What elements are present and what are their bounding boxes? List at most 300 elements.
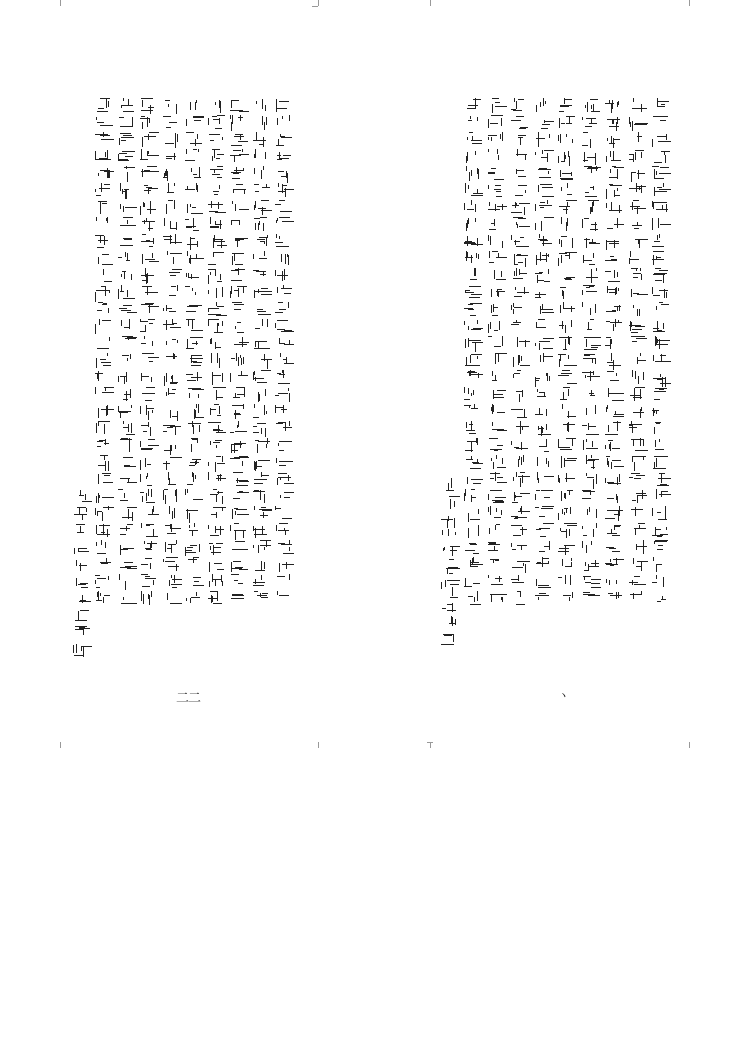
glyph (230, 166, 246, 181)
text-column (92, 96, 114, 666)
glyph (275, 404, 291, 419)
glyph (140, 387, 156, 402)
glyph (208, 404, 224, 419)
text-column (227, 96, 249, 666)
glyph (118, 421, 134, 436)
glyph (118, 183, 134, 198)
glyph (582, 132, 598, 147)
glyph (275, 200, 291, 215)
glyph (140, 268, 156, 283)
crop-mark (60, 742, 61, 748)
glyph (208, 200, 224, 215)
glyph (95, 489, 111, 504)
glyph (441, 546, 457, 561)
glyph (118, 472, 134, 487)
right-text-block (431, 96, 671, 666)
glyph (629, 217, 645, 232)
glyph (629, 98, 645, 113)
glyph (629, 455, 645, 470)
glyph (73, 626, 89, 641)
glyph (118, 506, 134, 521)
glyph (629, 557, 645, 572)
glyph (185, 523, 201, 538)
glyph (275, 591, 291, 606)
glyph (511, 217, 527, 232)
glyph (629, 234, 645, 249)
glyph (163, 489, 179, 504)
glyph (118, 217, 134, 232)
glyph (488, 353, 504, 368)
glyph (185, 591, 201, 606)
glyph (605, 200, 621, 215)
glyph (208, 574, 224, 589)
glyph (511, 353, 527, 368)
glyph (140, 421, 156, 436)
glyph (652, 591, 668, 606)
glyph (208, 455, 224, 470)
glyph (488, 166, 504, 181)
glyph (511, 285, 527, 300)
glyph (185, 217, 201, 232)
glyph (535, 200, 551, 215)
glyph (464, 234, 480, 249)
right-page (375, 0, 750, 750)
glyph (558, 387, 574, 402)
glyph (95, 200, 111, 215)
glyph (275, 489, 291, 504)
glyph (253, 149, 269, 164)
glyph (605, 591, 621, 606)
glyph (535, 234, 551, 249)
glyph (253, 455, 269, 470)
glyph (511, 574, 527, 589)
glyph (95, 319, 111, 334)
glyph (95, 353, 111, 368)
glyph (185, 506, 201, 521)
glyph (140, 200, 156, 215)
glyph (275, 285, 291, 300)
glyph (652, 336, 668, 351)
glyph (605, 506, 621, 521)
text-column (70, 488, 92, 1058)
glyph (441, 597, 457, 612)
glyph (230, 268, 246, 283)
glyph (558, 166, 574, 181)
text-column (602, 96, 624, 666)
glyph (163, 183, 179, 198)
glyph (464, 353, 480, 368)
glyph (163, 574, 179, 589)
glyph (441, 495, 457, 510)
right-page-number: ヽ (558, 689, 568, 702)
glyph (535, 268, 551, 283)
glyph (95, 302, 111, 317)
glyph (652, 217, 668, 232)
left-text-block (72, 96, 294, 666)
glyph (582, 472, 598, 487)
glyph (535, 183, 551, 198)
glyph (511, 523, 527, 538)
glyph (582, 200, 598, 215)
glyph (652, 183, 668, 198)
glyph (230, 370, 246, 385)
glyph (511, 98, 527, 113)
glyph (511, 115, 527, 130)
glyph (95, 166, 111, 181)
glyph (253, 353, 269, 368)
glyph (629, 574, 645, 589)
crop-mark (60, 0, 61, 6)
glyph (230, 115, 246, 130)
glyph (441, 512, 457, 527)
glyph (253, 166, 269, 181)
glyph (629, 540, 645, 555)
glyph (511, 438, 527, 453)
glyph (535, 574, 551, 589)
glyph (253, 506, 269, 521)
glyph (95, 557, 111, 572)
glyph (488, 421, 504, 436)
glyph (275, 268, 291, 283)
glyph (185, 200, 201, 215)
glyph (652, 302, 668, 317)
glyph (558, 574, 574, 589)
glyph (488, 404, 504, 419)
glyph (230, 540, 246, 555)
glyph (185, 574, 201, 589)
glyph (511, 421, 527, 436)
glyph (582, 540, 598, 555)
glyph (253, 268, 269, 283)
glyph (535, 302, 551, 317)
glyph (535, 115, 551, 130)
glyph (140, 404, 156, 419)
glyph (140, 489, 156, 504)
glyph (118, 557, 134, 572)
glyph (208, 302, 224, 317)
glyph (253, 438, 269, 453)
glyph (230, 336, 246, 351)
glyph (652, 268, 668, 283)
glyph (511, 200, 527, 215)
glyph (140, 336, 156, 351)
glyph (582, 149, 598, 164)
glyph (73, 490, 89, 505)
glyph (140, 540, 156, 555)
glyph (464, 438, 480, 453)
glyph (275, 455, 291, 470)
text-column (626, 96, 648, 666)
glyph (163, 285, 179, 300)
glyph (140, 557, 156, 572)
glyph (582, 404, 598, 419)
glyph (230, 387, 246, 402)
glyph (652, 574, 668, 589)
glyph (629, 489, 645, 504)
text-column (250, 96, 272, 666)
glyph (582, 234, 598, 249)
glyph (185, 557, 201, 572)
text-column (555, 96, 577, 666)
glyph (464, 268, 480, 283)
glyph (605, 98, 621, 113)
glyph (275, 234, 291, 249)
glyph (488, 285, 504, 300)
glyph (582, 353, 598, 368)
glyph (582, 523, 598, 538)
glyph (95, 523, 111, 538)
glyph (464, 98, 480, 113)
glyph (230, 472, 246, 487)
glyph (118, 200, 134, 215)
glyph (511, 132, 527, 147)
glyph (488, 319, 504, 334)
glyph (511, 336, 527, 351)
glyph (652, 115, 668, 130)
glyph (230, 319, 246, 334)
glyph (488, 438, 504, 453)
glyph (230, 302, 246, 317)
glyph (511, 302, 527, 317)
glyph (652, 557, 668, 572)
glyph (629, 506, 645, 521)
glyph (582, 574, 598, 589)
glyph (275, 336, 291, 351)
glyph (95, 455, 111, 470)
glyph (629, 251, 645, 266)
glyph (230, 251, 246, 266)
glyph (558, 217, 574, 232)
glyph (582, 319, 598, 334)
crop-mark (318, 742, 319, 748)
glyph (605, 166, 621, 181)
glyph (535, 404, 551, 419)
glyph (464, 336, 480, 351)
glyph (558, 489, 574, 504)
glyph (118, 455, 134, 470)
glyph (163, 302, 179, 317)
glyph (511, 557, 527, 572)
glyph (95, 506, 111, 521)
glyph (253, 336, 269, 351)
glyph (118, 166, 134, 181)
glyph (652, 387, 668, 402)
glyph (464, 251, 480, 266)
text-column (485, 96, 507, 666)
glyph (535, 438, 551, 453)
glyph (464, 523, 480, 538)
glyph (95, 217, 111, 232)
glyph (488, 523, 504, 538)
glyph (605, 217, 621, 232)
text-column (205, 96, 227, 666)
glyph (605, 489, 621, 504)
glyph (558, 557, 574, 572)
glyph (488, 217, 504, 232)
glyph (464, 455, 480, 470)
glyph (488, 557, 504, 572)
glyph (275, 421, 291, 436)
glyph (73, 575, 89, 590)
glyph (275, 353, 291, 368)
glyph (441, 563, 457, 578)
glyph (230, 149, 246, 164)
glyph (118, 319, 134, 334)
glyph (140, 115, 156, 130)
glyph (275, 302, 291, 317)
text-column (115, 96, 137, 666)
glyph (95, 591, 111, 606)
glyph (163, 166, 179, 181)
glyph (230, 489, 246, 504)
glyph (464, 404, 480, 419)
glyph (230, 132, 246, 147)
glyph (464, 574, 480, 589)
glyph (511, 472, 527, 487)
glyph (652, 319, 668, 334)
glyph (511, 387, 527, 402)
glyph (208, 523, 224, 538)
glyph (118, 132, 134, 147)
glyph (163, 132, 179, 147)
glyph (629, 353, 645, 368)
glyph (605, 455, 621, 470)
glyph (629, 523, 645, 538)
glyph (558, 353, 574, 368)
glyph (118, 302, 134, 317)
text-column (579, 96, 601, 666)
glyph (629, 421, 645, 436)
glyph (73, 592, 89, 607)
glyph (558, 472, 574, 487)
glyph (464, 115, 480, 130)
glyph (230, 285, 246, 300)
glyph (488, 506, 504, 521)
glyph (275, 217, 291, 232)
glyph (185, 132, 201, 147)
glyph (140, 302, 156, 317)
glyph (230, 353, 246, 368)
glyph (488, 234, 504, 249)
glyph (582, 115, 598, 130)
glyph (95, 132, 111, 147)
glyph (163, 234, 179, 249)
glyph (558, 319, 574, 334)
glyph (95, 234, 111, 249)
text-column (160, 96, 182, 666)
glyph (208, 472, 224, 487)
glyph (140, 523, 156, 538)
glyph (208, 166, 224, 181)
glyph (464, 302, 480, 317)
glyph (488, 98, 504, 113)
glyph (95, 438, 111, 453)
glyph (140, 251, 156, 266)
glyph (652, 166, 668, 181)
glyph (275, 506, 291, 521)
glyph (185, 387, 201, 402)
glyph (163, 557, 179, 572)
glyph (185, 285, 201, 300)
glyph (230, 421, 246, 436)
text-column (272, 96, 294, 666)
glyph (511, 591, 527, 606)
glyph (208, 421, 224, 436)
glyph (511, 183, 527, 198)
glyph (535, 132, 551, 147)
glyph (441, 580, 457, 595)
glyph (652, 506, 668, 521)
glyph (118, 98, 134, 113)
glyph (488, 132, 504, 147)
glyph (140, 353, 156, 368)
glyph (163, 455, 179, 470)
glyph (163, 149, 179, 164)
glyph (629, 183, 645, 198)
glyph (140, 98, 156, 113)
glyph (163, 540, 179, 555)
glyph (652, 98, 668, 113)
glyph (95, 285, 111, 300)
glyph (535, 217, 551, 232)
glyph (535, 353, 551, 368)
glyph (230, 404, 246, 419)
glyph (185, 455, 201, 470)
glyph (652, 438, 668, 453)
text-column (137, 96, 159, 666)
glyph (253, 132, 269, 147)
glyph (140, 285, 156, 300)
glyph (511, 540, 527, 555)
glyph (629, 472, 645, 487)
glyph (230, 591, 246, 606)
glyph (163, 319, 179, 334)
glyph (652, 455, 668, 470)
glyph (163, 115, 179, 130)
glyph (208, 217, 224, 232)
glyph (605, 472, 621, 487)
glyph (230, 200, 246, 215)
glyph (629, 149, 645, 164)
glyph (253, 234, 269, 249)
glyph (163, 404, 179, 419)
glyph (73, 541, 89, 556)
glyph (163, 421, 179, 436)
glyph (73, 643, 89, 658)
glyph (253, 98, 269, 113)
glyph (73, 609, 89, 624)
glyph (535, 251, 551, 266)
glyph (535, 557, 551, 572)
glyph (140, 438, 156, 453)
glyph (629, 387, 645, 402)
glyph (208, 557, 224, 572)
glyph (558, 132, 574, 147)
glyph (605, 540, 621, 555)
glyph (140, 591, 156, 606)
glyph (441, 631, 457, 646)
glyph (95, 387, 111, 402)
glyph (464, 183, 480, 198)
glyph (208, 98, 224, 113)
glyph (605, 574, 621, 589)
glyph (488, 540, 504, 555)
glyph (629, 268, 645, 283)
glyph (208, 591, 224, 606)
glyph (118, 251, 134, 266)
glyph (230, 217, 246, 232)
crop-mark (318, 0, 319, 6)
